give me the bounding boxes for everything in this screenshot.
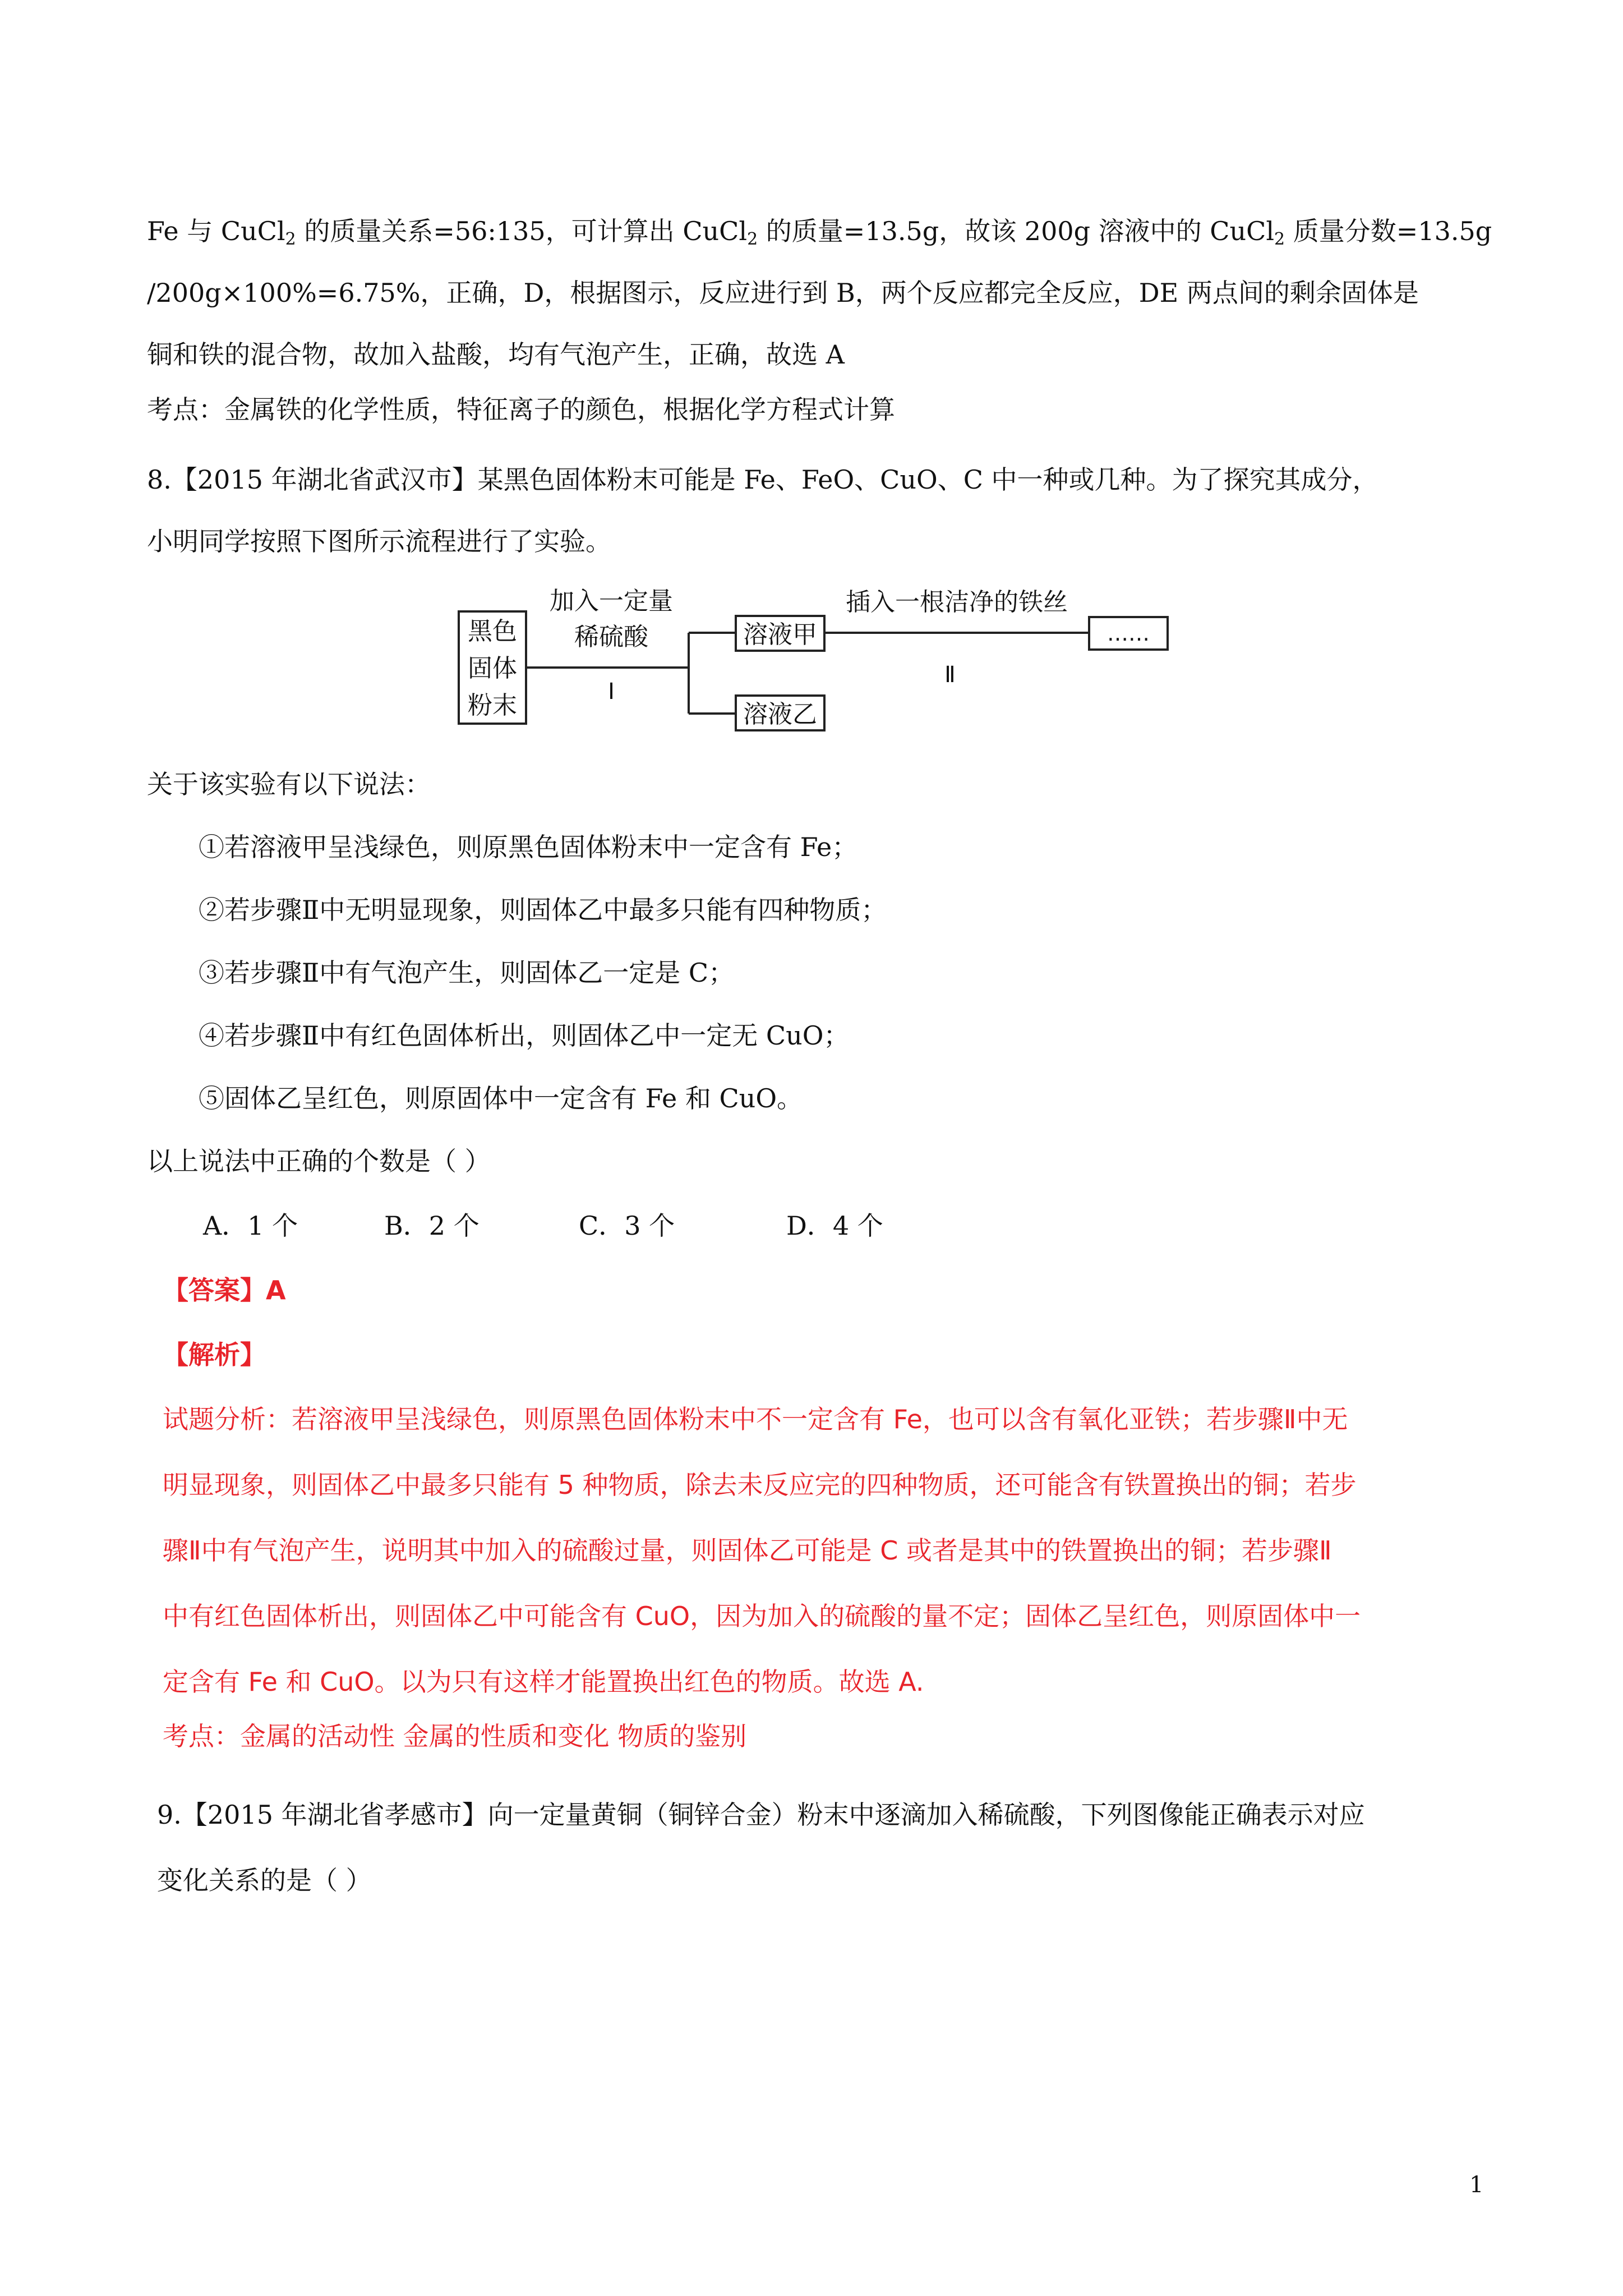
q8-question: 以上说法中正确的个数是（ ） [147, 1146, 491, 1176]
start-box-label-3: 粉末 [468, 691, 517, 720]
q9-stem-line-2: 变化关系的是（ ） [157, 1865, 372, 1895]
q8-analysis-line-4: 中有红色固体析出，则固体乙中可能含有 CuO，因为加入的硫酸的量不定；固体乙呈红色，则原固体中一 [163, 1601, 1361, 1631]
solution-a-label: 溶液甲 [743, 620, 817, 649]
q8-option-c: C．3 个 [579, 1211, 675, 1241]
page-number: 1 [1469, 2172, 1484, 2198]
q8-intro: 关于该实验有以下说法： [147, 769, 431, 799]
solution-kaodian: 考点：金属铁的化学性质，特征离子的颜色，根据化学方程式计算 [147, 394, 895, 425]
step2-roman: Ⅱ [944, 662, 956, 688]
q8-stem-line-2: 小明同学按照下图所示流程进行了实验。 [147, 526, 611, 556]
q8-option-a: A．1 个 [203, 1211, 298, 1241]
solution-b-label: 溶液乙 [743, 700, 817, 729]
subscript: 2 [285, 229, 296, 249]
step1-roman: Ⅰ [608, 679, 615, 705]
step2-label: 插入一根洁净的铁丝 [846, 588, 1068, 616]
start-box-label-1: 黑色 [468, 617, 517, 646]
q8-statement-4: ④若步骤Ⅱ中有红色固体析出，则固体乙中一定无 CuO； [199, 1020, 850, 1051]
q8-analysis-line-2: 明显现象，则固体乙中最多只能有 5 种物质，除去未反应完的四种物质，还可能含有铁置换出的铜；若步 [163, 1470, 1357, 1500]
q8-analysis-line-5: 定含有 Fe 和 CuO。以为只有这样才能置换出红色的物质。故选 A. [163, 1667, 924, 1697]
subscript: 2 [747, 229, 758, 249]
q8-statement-3: ③若步骤Ⅱ中有气泡产生，则固体乙一定是 C； [199, 958, 735, 988]
q8-option-b: B．2 个 [384, 1211, 479, 1241]
q9-stem-line-1: 9.【2015 年湖北省孝感市】向一定量黄铜（铜锌合金）粉末中逐滴加入稀硫酸，下列图像能正确表示对应 [157, 1800, 1365, 1830]
q8-option-d: D．4 个 [786, 1211, 883, 1241]
text-run: 的质量关系=56:135，可计算出 CuCl [296, 216, 748, 246]
end-box-label: …… [1107, 621, 1150, 646]
solution-line-2: /200g×100%=6.75%，正确，D，根据图示，反应进行到 B，两个反应都完全反应，DE 两点间的剩余固体是 [147, 278, 1419, 308]
start-box-label-2: 固体 [468, 654, 517, 683]
q8-analysis-line-3: 骤Ⅱ中有气泡产生，说明其中加入的硫酸过量，则固体乙可能是 C 或者是其中的铁置换出的铜；若步骤Ⅱ [163, 1535, 1332, 1566]
experiment-flow-diagram [454, 561, 1172, 746]
q8-stem-line-1: 8.【2015 年湖北省武汉市】某黑色固体粉末可能是 Fe、FeO、CuO、C 中一种或几种。为了探究其成分， [147, 464, 1378, 495]
text-run: 质量分数=13.5g [1285, 216, 1492, 246]
q8-statement-5: ⑤固体乙呈红色，则原固体中一定含有 Fe 和 CuO。 [199, 1083, 803, 1114]
text-run: 的质量=13.5g，故该 200g 溶液中的 CuCl [758, 216, 1275, 246]
q8-kaodian: 考点：金属的活动性 金属的性质和变化 物质的鉴别 [163, 1721, 747, 1751]
q8-analysis-title: 【解析】 [163, 1340, 266, 1370]
solution-line-1 [147, 214, 1492, 248]
step1-label-2: 稀硫酸 [574, 623, 648, 651]
text-run: Fe 与 CuCl [147, 216, 285, 246]
subscript: 2 [1274, 229, 1285, 249]
step1-label-1: 加入一定量 [550, 587, 673, 615]
solution-line-3: 铜和铁的混合物，故加入盐酸，均有气泡产生，正确，故选 A [147, 339, 845, 370]
q8-answer: 【答案】A [163, 1275, 286, 1305]
q8-statement-1: ①若溶液甲呈浅绿色，则原黑色固体粉末中一定含有 Fe； [199, 832, 858, 862]
q8-statement-2: ②若步骤Ⅱ中无明显现象，则固体乙中最多只能有四种物质； [199, 895, 887, 925]
q8-analysis-line-1: 试题分析：若溶液甲呈浅绿色，则原黑色固体粉末中不一定含有 Fe，也可以含有氧化亚铁；若步骤Ⅱ中无 [163, 1404, 1348, 1434]
